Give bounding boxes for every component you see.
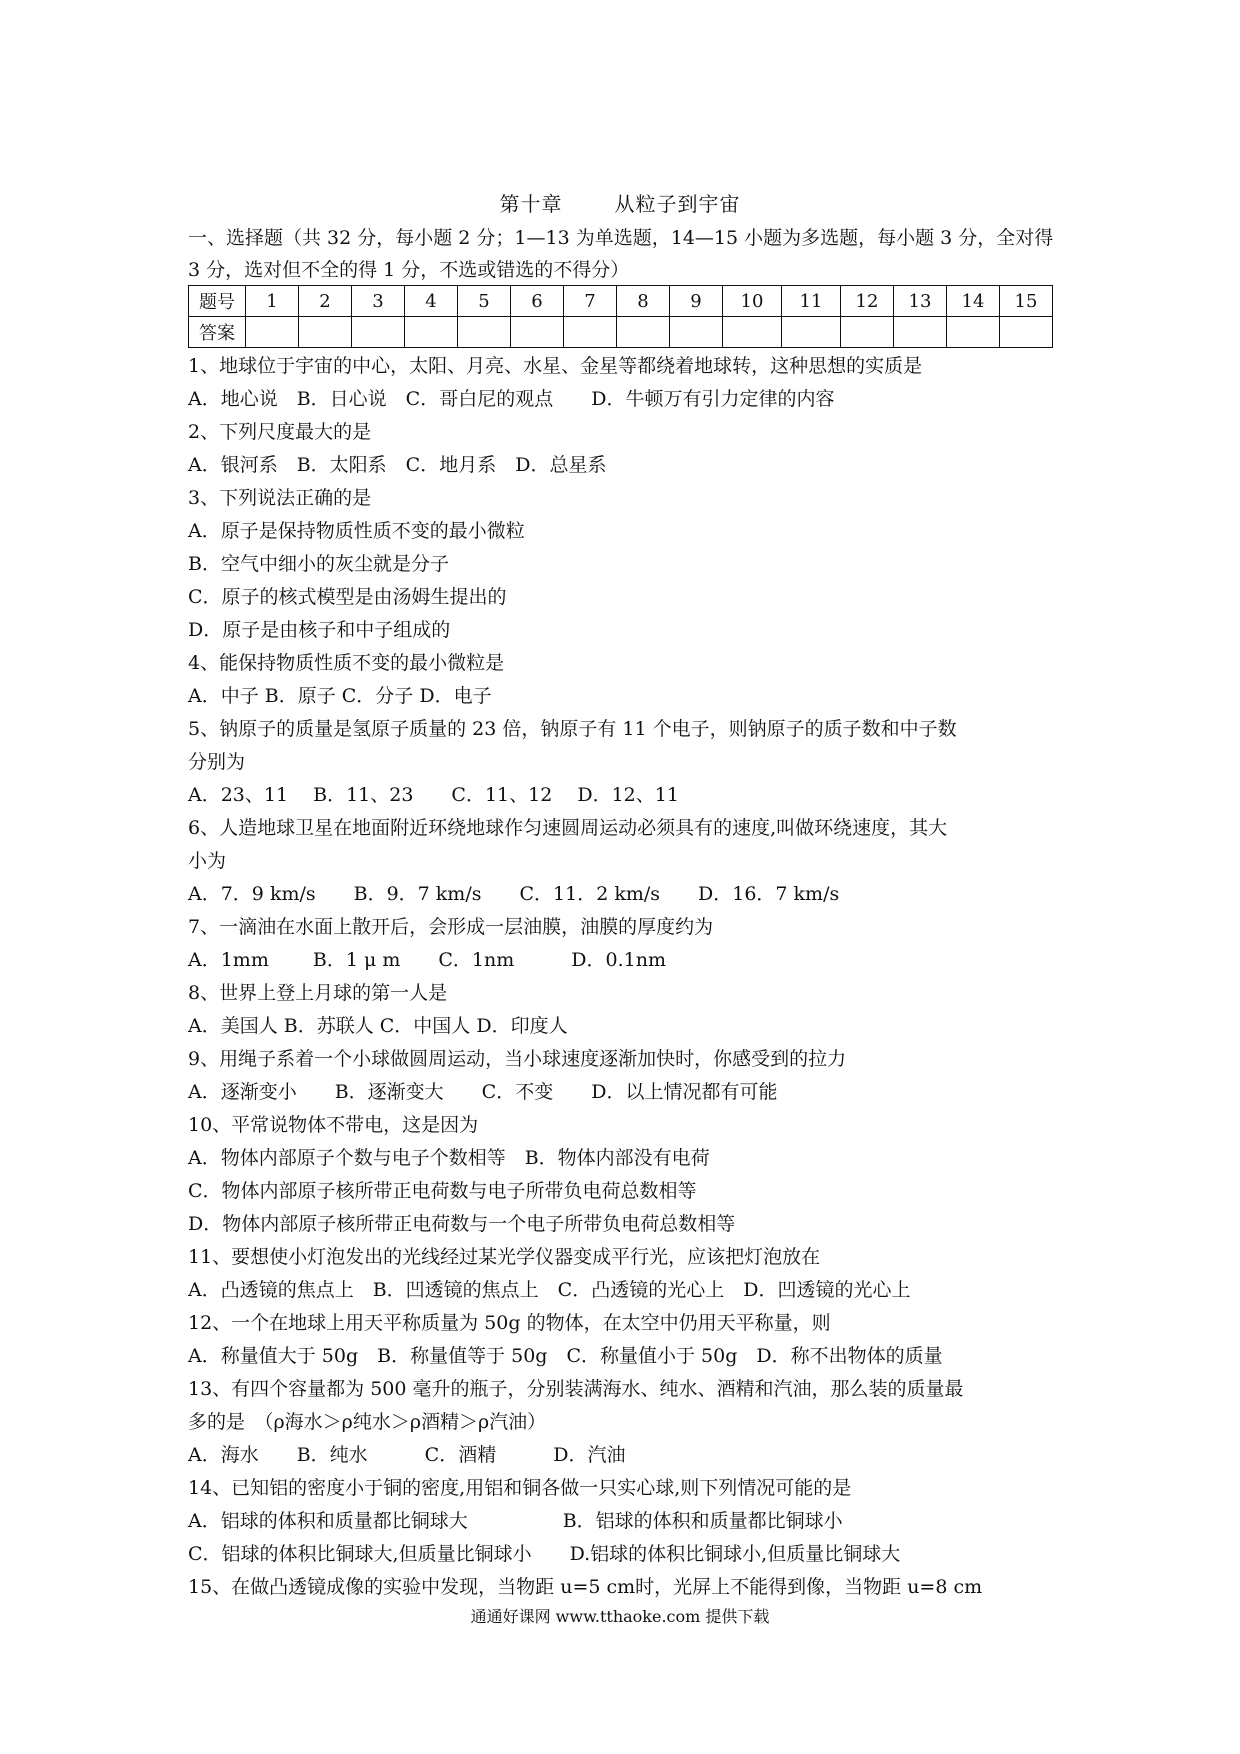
table-row-answers [189, 317, 1053, 348]
question-line: C．原子的核式模型是由汤姆生提出的 [188, 586, 507, 608]
question-line: 13、有四个容量都为 500 毫升的瓶子，分别装满海水、纯水、酒精和汽油，那么装的质量最 [188, 1378, 964, 1400]
number-cell: 15 [1000, 286, 1053, 317]
question-line: A．海水 B．纯水 C．酒精 D．汽油 [188, 1444, 626, 1466]
number-cell: 14 [947, 286, 1000, 317]
number-cell: 10 [723, 286, 782, 317]
question-line: A．铝球的体积和质量都比铜球大 B．铝球的体积和质量都比铜球小 [188, 1510, 843, 1532]
question-line: 分别为 [188, 751, 246, 773]
answer-cell[interactable] [841, 317, 894, 348]
question-line: 9、用绳子系着一个小球做圆周运动，当小球速度逐渐加快时，你感受到的拉力 [188, 1048, 847, 1070]
number-cell: 8 [617, 286, 670, 317]
question-line: C．物体内部原子核所带正电荷数与电子所带负电荷总数相等 [188, 1180, 697, 1202]
table-row-numbers [189, 286, 1053, 317]
answer-cell[interactable] [352, 317, 405, 348]
answer-cell[interactable] [564, 317, 617, 348]
chapter-number: 第十章 [499, 192, 563, 216]
answer-cell[interactable] [1000, 317, 1053, 348]
number-cell: 11 [782, 286, 841, 317]
question-line: 5、钠原子的质量是氢原子质量的 23 倍，钠原子有 11 个电子，则钠原子的质子数和中子数 [188, 718, 957, 740]
question-line: 小为 [188, 850, 227, 872]
question-line: A．23、11 B．11、23 C．11、12 D．12、11 [188, 784, 679, 806]
answer-cell[interactable] [947, 317, 1000, 348]
answer-table [188, 285, 1053, 348]
question-line: B．空气中细小的灰尘就是分子 [188, 553, 449, 575]
question-line: 1、地球位于宇宙的中心，太阳、月亮、水星、金星等都绕着地球转，这种思想的实质是 [188, 355, 923, 377]
number-cell: 13 [894, 286, 947, 317]
question-line: A．原子是保持物质性质不变的最小微粒 [188, 520, 525, 542]
question-line: A．银河系 B．太阳系 C．地月系 D．总星系 [188, 454, 607, 476]
question-line: C．铝球的体积比铜球大,但质量比铜球小 D.铝球的体积比铜球小,但质量比铜球大 [188, 1543, 901, 1565]
question-line: 12、一个在地球上用天平称质量为 50g 的物体，在太空中仍用天平称量，则 [188, 1312, 831, 1334]
answer-cell[interactable] [246, 317, 299, 348]
answer-cell[interactable] [723, 317, 782, 348]
answer-cell[interactable] [670, 317, 723, 348]
question-line: A．地心说 B．日心说 C．哥白尼的观点 D．牛顿万有引力定律的内容 [188, 388, 835, 410]
number-cell: 1 [246, 286, 299, 317]
answer-cell[interactable] [299, 317, 352, 348]
question-line: A．凸透镜的焦点上 B．凹透镜的焦点上 C．凸透镜的光心上 D．凹透镜的光心上 [188, 1279, 911, 1301]
question-line: 11、要想使小灯泡发出的光线经过某光学仪器变成平行光，应该把灯泡放在 [188, 1246, 821, 1268]
answer-cell[interactable] [782, 317, 841, 348]
question-line: 10、平常说物体不带电，这是因为 [188, 1114, 479, 1136]
question-line: 4、能保持物质性质不变的最小微粒是 [188, 652, 505, 674]
answer-cell[interactable] [405, 317, 458, 348]
answer-cell[interactable] [458, 317, 511, 348]
question-line: 2、下列尺度最大的是 [188, 421, 372, 443]
answer-cell[interactable] [511, 317, 564, 348]
question-line: A．1mm B．1 μ m C．1nm D．0.1nm [188, 949, 666, 971]
number-cell: 2 [299, 286, 352, 317]
row-label-answer: 答案 [189, 317, 246, 348]
question-line: 14、已知铝的密度小于铜的密度,用铝和铜各做一只实心球,则下列情况可能的是 [188, 1477, 852, 1499]
row-label-number: 题号 [189, 286, 246, 317]
question-line: D．原子是由核子和中子组成的 [188, 619, 451, 641]
page-footer: 通通好课网 www.tthaoke.com 提供下载 [470, 1607, 770, 1626]
question-line: 15、在做凸透镜成像的实验中发现，当物距 u=5 cm时，光屏上不能得到像，当物距 u=8 cm [188, 1576, 983, 1598]
chapter-title [0, 188, 1240, 217]
question-line: A．7．9 km/s B．9．7 km/s C．11．2 km/s D．16．7 km/s [188, 883, 840, 905]
number-cell: 6 [511, 286, 564, 317]
number-cell: 3 [352, 286, 405, 317]
question-line: A．中子 B．原子 C．分子 D．电子 [188, 685, 492, 707]
chapter-name: 从粒子到宇宙 [614, 192, 741, 216]
question-line: 7、一滴油在水面上散开后，会形成一层油膜，油膜的厚度约为 [188, 916, 714, 938]
question-line: A．美国人 B．苏联人 C．中国人 D．印度人 [188, 1015, 568, 1037]
question-line: D．物体内部原子核所带正电荷数与一个电子所带负电荷总数相等 [188, 1213, 736, 1235]
question-list [188, 350, 1078, 1604]
section-heading: 一、选择题（共 32 分，每小题 2 分；1—13 为单选题，14—15 小题为多选题，每小题 3 分，全对得 3 分，选对但不全的得 1 分，不选或错选的不得分） [188, 227, 1054, 281]
answer-cell[interactable] [894, 317, 947, 348]
question-line: 多的是 （ρ海水＞ρ纯水＞ρ酒精＞ρ汽油） [188, 1411, 547, 1433]
question-line: A．物体内部原子个数与电子个数相等 B．物体内部没有电荷 [188, 1147, 710, 1169]
question-line: A．称量值大于 50g B．称量值等于 50g C．称量值小于 50g D．称不出物体的质量 [188, 1345, 943, 1367]
number-cell: 5 [458, 286, 511, 317]
number-cell: 12 [841, 286, 894, 317]
number-cell: 9 [670, 286, 723, 317]
answer-cell[interactable] [617, 317, 670, 348]
number-cell: 4 [405, 286, 458, 317]
question-line: 8、世界上登上月球的第一人是 [188, 982, 448, 1004]
question-line: A．逐渐变小 B．逐渐变大 C．不变 D．以上情况都有可能 [188, 1081, 778, 1103]
question-line: 3、下列说法正确的是 [188, 487, 372, 509]
question-line: 6、人造地球卫星在地面附近环绕地球作匀速圆周运动必须具有的速度,叫做环绕速度，其大 [188, 817, 948, 839]
number-cell: 7 [564, 286, 617, 317]
